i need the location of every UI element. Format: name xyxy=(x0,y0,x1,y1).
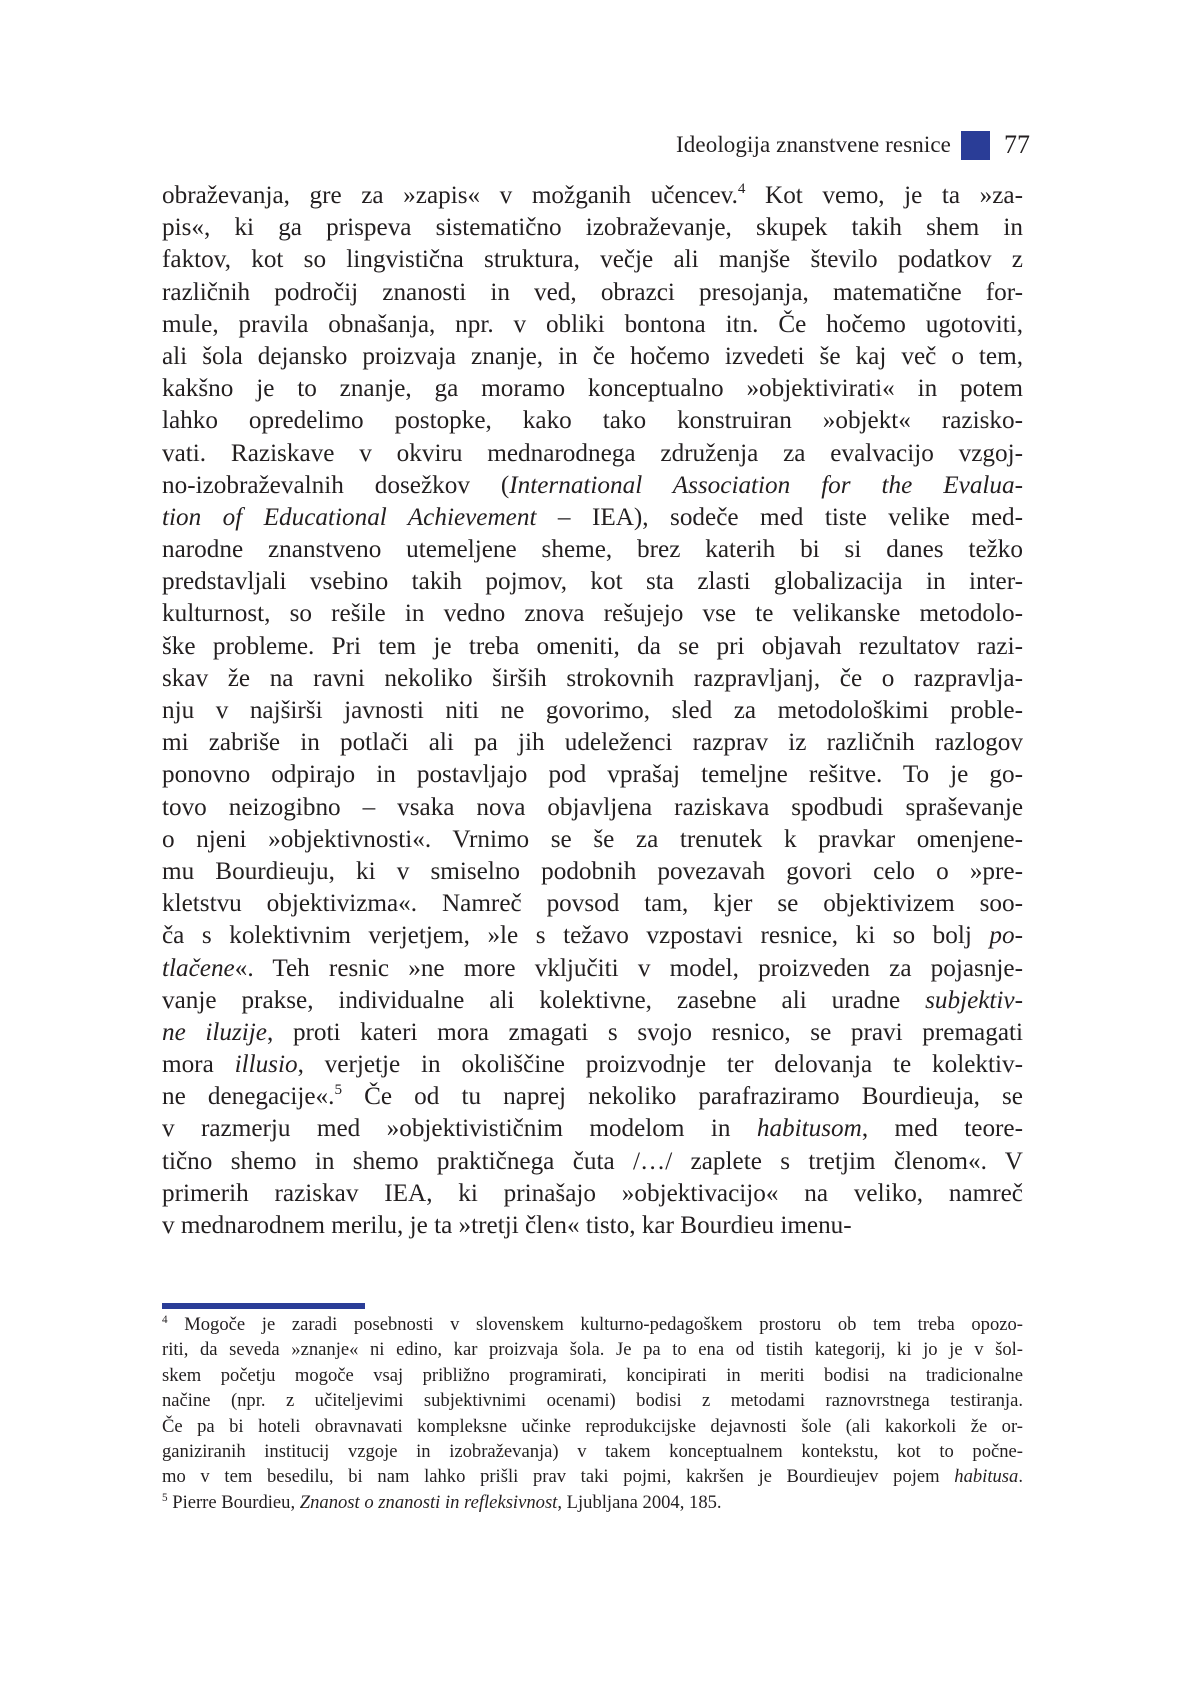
text-run: različnih področij znanosti in ved, obrazci presojanja, matematične for- xyxy=(162,278,1023,306)
text-run: narodne znanstveno utemeljene sheme, brez katerih bi si danes težko xyxy=(162,536,1023,564)
body-line xyxy=(162,695,1023,727)
body-line xyxy=(162,1113,1023,1145)
text-run: «. Teh resnic »ne more vključiti v model, proizveden za pojasnje- xyxy=(234,954,1023,982)
footnote-rule xyxy=(162,1303,365,1309)
body-line xyxy=(162,405,1023,437)
text-run: skav že na ravni nekoliko širših strokovnih razpravljanj, če o razpravlja- xyxy=(162,664,1023,692)
body-line xyxy=(162,1178,1023,1210)
footnote-marker: 4 xyxy=(737,181,746,198)
text-run: lahko opredelimo postopke, kako tako konstruiran »objekt« razisko- xyxy=(162,407,1023,435)
text-run: faktov, kot so lingvistična struktura, večje ali manjše število podatkov z xyxy=(162,246,1023,274)
text-run: ške probleme. Pri tem je treba omeniti, da se pri objavah rezultatov razi- xyxy=(162,632,1023,660)
body-line xyxy=(162,824,1023,856)
italic-text: habitusa xyxy=(954,1466,1019,1488)
text-run: ganiziranih institucij vzgoje in izobraževanja) v takem konceptualnem kontekstu, kot to počne- xyxy=(162,1440,1023,1462)
text-run: kulturnost, so rešile in vedno znova rešujejo vse te velikanske metodolo- xyxy=(162,600,1023,628)
text-run: kakšno je to znanje, ga moramo konceptualno »objektivirati« in potem xyxy=(162,375,1023,403)
body-line xyxy=(162,759,1023,791)
text-run: v razmerju med »objektivističnim modelom in xyxy=(162,1115,757,1143)
running-header xyxy=(676,128,1030,162)
footnote-line xyxy=(162,1363,1023,1388)
body-line xyxy=(162,502,1023,534)
footnote-marker: 4 xyxy=(162,1313,168,1326)
body-line xyxy=(162,470,1023,502)
running-title: Ideologija znanstvene resnice xyxy=(676,132,951,157)
body-line xyxy=(162,888,1023,920)
body-line xyxy=(162,663,1023,695)
body-line xyxy=(162,792,1023,824)
body-line xyxy=(162,277,1023,309)
text-run: predstavljali vsebino takih pojmov, kot sta zlasti globalizacija in inter- xyxy=(162,568,1023,596)
italic-text: International Association for the Evalua- xyxy=(509,471,1024,499)
body-line xyxy=(162,341,1023,373)
text-run: Če od tu naprej nekoliko parafraziramo Bourdieuja, se xyxy=(342,1083,1023,1111)
text-run: načine (npr. z učiteljevimi subjektivnimi ocenami) bodisi z metodami raznovrstnega testiranja. xyxy=(162,1390,1023,1412)
page-number: 77 xyxy=(1004,130,1030,159)
text-run: , Ljubljana 2004, 185. xyxy=(557,1491,722,1513)
footnote-line xyxy=(162,1312,1023,1337)
text-run: – IEA), sodeče med tiste velike med- xyxy=(536,503,1023,531)
text-run: Pierre Bourdieu, xyxy=(167,1491,300,1513)
body-line xyxy=(162,1017,1023,1049)
text-run: mu Bourdieuju, ki v smiselno podobnih povezavah govori celo o »pre- xyxy=(162,857,1023,885)
body-line xyxy=(162,727,1023,759)
body-line xyxy=(162,244,1023,276)
text-run: obraževanja, gre za »zapis« v možganih učencev. xyxy=(162,182,738,209)
body-line xyxy=(162,856,1023,888)
text-run: tično shemo in shemo praktičnega čuta /…/ zaplete s tretjim členom«. V xyxy=(162,1147,1023,1175)
italic-text: po- xyxy=(989,922,1023,950)
text-run: , proti kateri mora zmagati s svojo resnico, se pravi premagati xyxy=(267,1018,1024,1046)
footnote-marker: 5 xyxy=(162,1491,168,1504)
text-run: ponovno odpirajo in postavljajo pod vprašaj temeljne rešitve. To je go- xyxy=(162,761,1023,789)
footnote-line xyxy=(162,1414,1023,1439)
body-line xyxy=(162,212,1023,244)
italic-text: tlačene xyxy=(162,954,235,982)
italic-text: Znanost o znanosti in refleksivnost xyxy=(299,1491,558,1513)
text-run: mi zabriše in potlači ali pa jih udeleženci razprav iz različnih razlogov xyxy=(162,729,1023,757)
body-line xyxy=(162,953,1023,985)
text-run: o njeni »objektivnosti«. Vrnimo se še za trenutek k pravkar omenjene- xyxy=(162,825,1023,853)
body-line xyxy=(162,180,1023,212)
body-line xyxy=(162,631,1023,663)
text-run: pis«, ki ga prispeva sistematično izobraževanje, skupek takih shem in xyxy=(162,214,1023,242)
text-run: skem početju mogoče vsaj približno programirati, koncipirati in meriti bodisi na tradicionalne xyxy=(162,1364,1023,1386)
body-line xyxy=(162,985,1023,1017)
footnote-line xyxy=(162,1388,1023,1413)
body-line xyxy=(162,598,1023,630)
body-line xyxy=(162,309,1023,341)
text-run: , med teore- xyxy=(861,1115,1024,1143)
italic-text: subjektiv- xyxy=(925,986,1023,1014)
body-line xyxy=(162,373,1023,405)
text-run: nju v najširši javnosti niti ne govorimo, sled za metodološkimi proble- xyxy=(162,697,1023,724)
text-run: v mednarodnem merilu, je ta »tretji člen« tisto, kar Bourdieu imenu- xyxy=(162,1212,852,1239)
italic-text: ne iluzije xyxy=(162,1018,267,1046)
text-run: Kot vemo, je ta »za- xyxy=(745,182,1023,209)
italic-text: habitusom xyxy=(756,1115,862,1143)
text-run: mora xyxy=(162,1051,235,1079)
footnote-line xyxy=(162,1490,1023,1515)
body-line xyxy=(162,566,1023,598)
body-line xyxy=(162,1049,1023,1081)
text-run: ča s kolektivnim verjetjem, »le s težavo vzpostavi resnice, ki so bolj xyxy=(162,922,990,950)
text-run: vati. Raziskave v okviru mednarodnega združenja za evalvacijo vzgoj- xyxy=(162,439,1023,467)
text-run: mo v tem besedilu, bi nam lahko prišli prav taki pojmi, kakršen je Bourdieujev pojem xyxy=(162,1466,955,1488)
text-run: riti, da seveda »znanje« ni edino, kar proizvaja šola. Je pa to ena od tistih kategorij, ki jo je v šol- xyxy=(162,1339,1023,1361)
text-run: no-izobraževalnih dosežkov ( xyxy=(162,471,510,499)
footnotes xyxy=(162,1312,1023,1515)
body-line xyxy=(162,1210,1023,1242)
text-run: . xyxy=(1018,1466,1023,1488)
footnote-line xyxy=(162,1464,1023,1489)
text-run: Mogoče je zaradi posebnosti v slovenskem kulturno-pedagoškem prostoru ob tem treba opozo- xyxy=(167,1314,1023,1335)
header-accent-square xyxy=(961,131,990,160)
text-run: Če pa bi hoteli obravnavati kompleksne učinke reprodukcijske dejavnosti šole (ali kakorkoli že or- xyxy=(162,1415,1023,1437)
text-run: mule, pravila obnašanja, npr. v obliki bontona itn. Če hočemo ugotoviti, xyxy=(162,310,1023,338)
body-line xyxy=(162,920,1023,952)
body-line xyxy=(162,1146,1023,1178)
italic-text: tion of Educational Achievement xyxy=(162,503,537,531)
text-run: kletstvu objektivizma«. Namreč povsod tam, kjer se objektivizem soo- xyxy=(162,890,1023,918)
text-run: ne denegacije«. xyxy=(162,1083,335,1111)
body-line xyxy=(162,1081,1023,1113)
footnote-marker: 5 xyxy=(334,1082,342,1099)
text-run: tovo neizogibno – vsaka nova objavljena raziskava spodbudi spraševanje xyxy=(162,793,1023,821)
footnote-line xyxy=(162,1439,1023,1464)
body-line xyxy=(162,438,1023,470)
text-run: , verjetje in okoliščine proizvodnje ter delovanja te kolektiv- xyxy=(297,1051,1023,1079)
text-run: ali šola dejansko proizvaja znanje, in če hočemo izvedeti še kaj več o tem, xyxy=(162,342,1023,370)
text-run: vanje prakse, individualne ali kolektivne, zasebne ali uradne xyxy=(162,986,926,1014)
body-line xyxy=(162,534,1023,566)
footnote-line xyxy=(162,1337,1023,1362)
body-text xyxy=(162,180,1023,1242)
italic-text: illusio xyxy=(234,1051,298,1079)
text-run: primerih raziskav IEA, ki prinašajo »objektivacijo« na veliko, namreč xyxy=(162,1179,1023,1207)
